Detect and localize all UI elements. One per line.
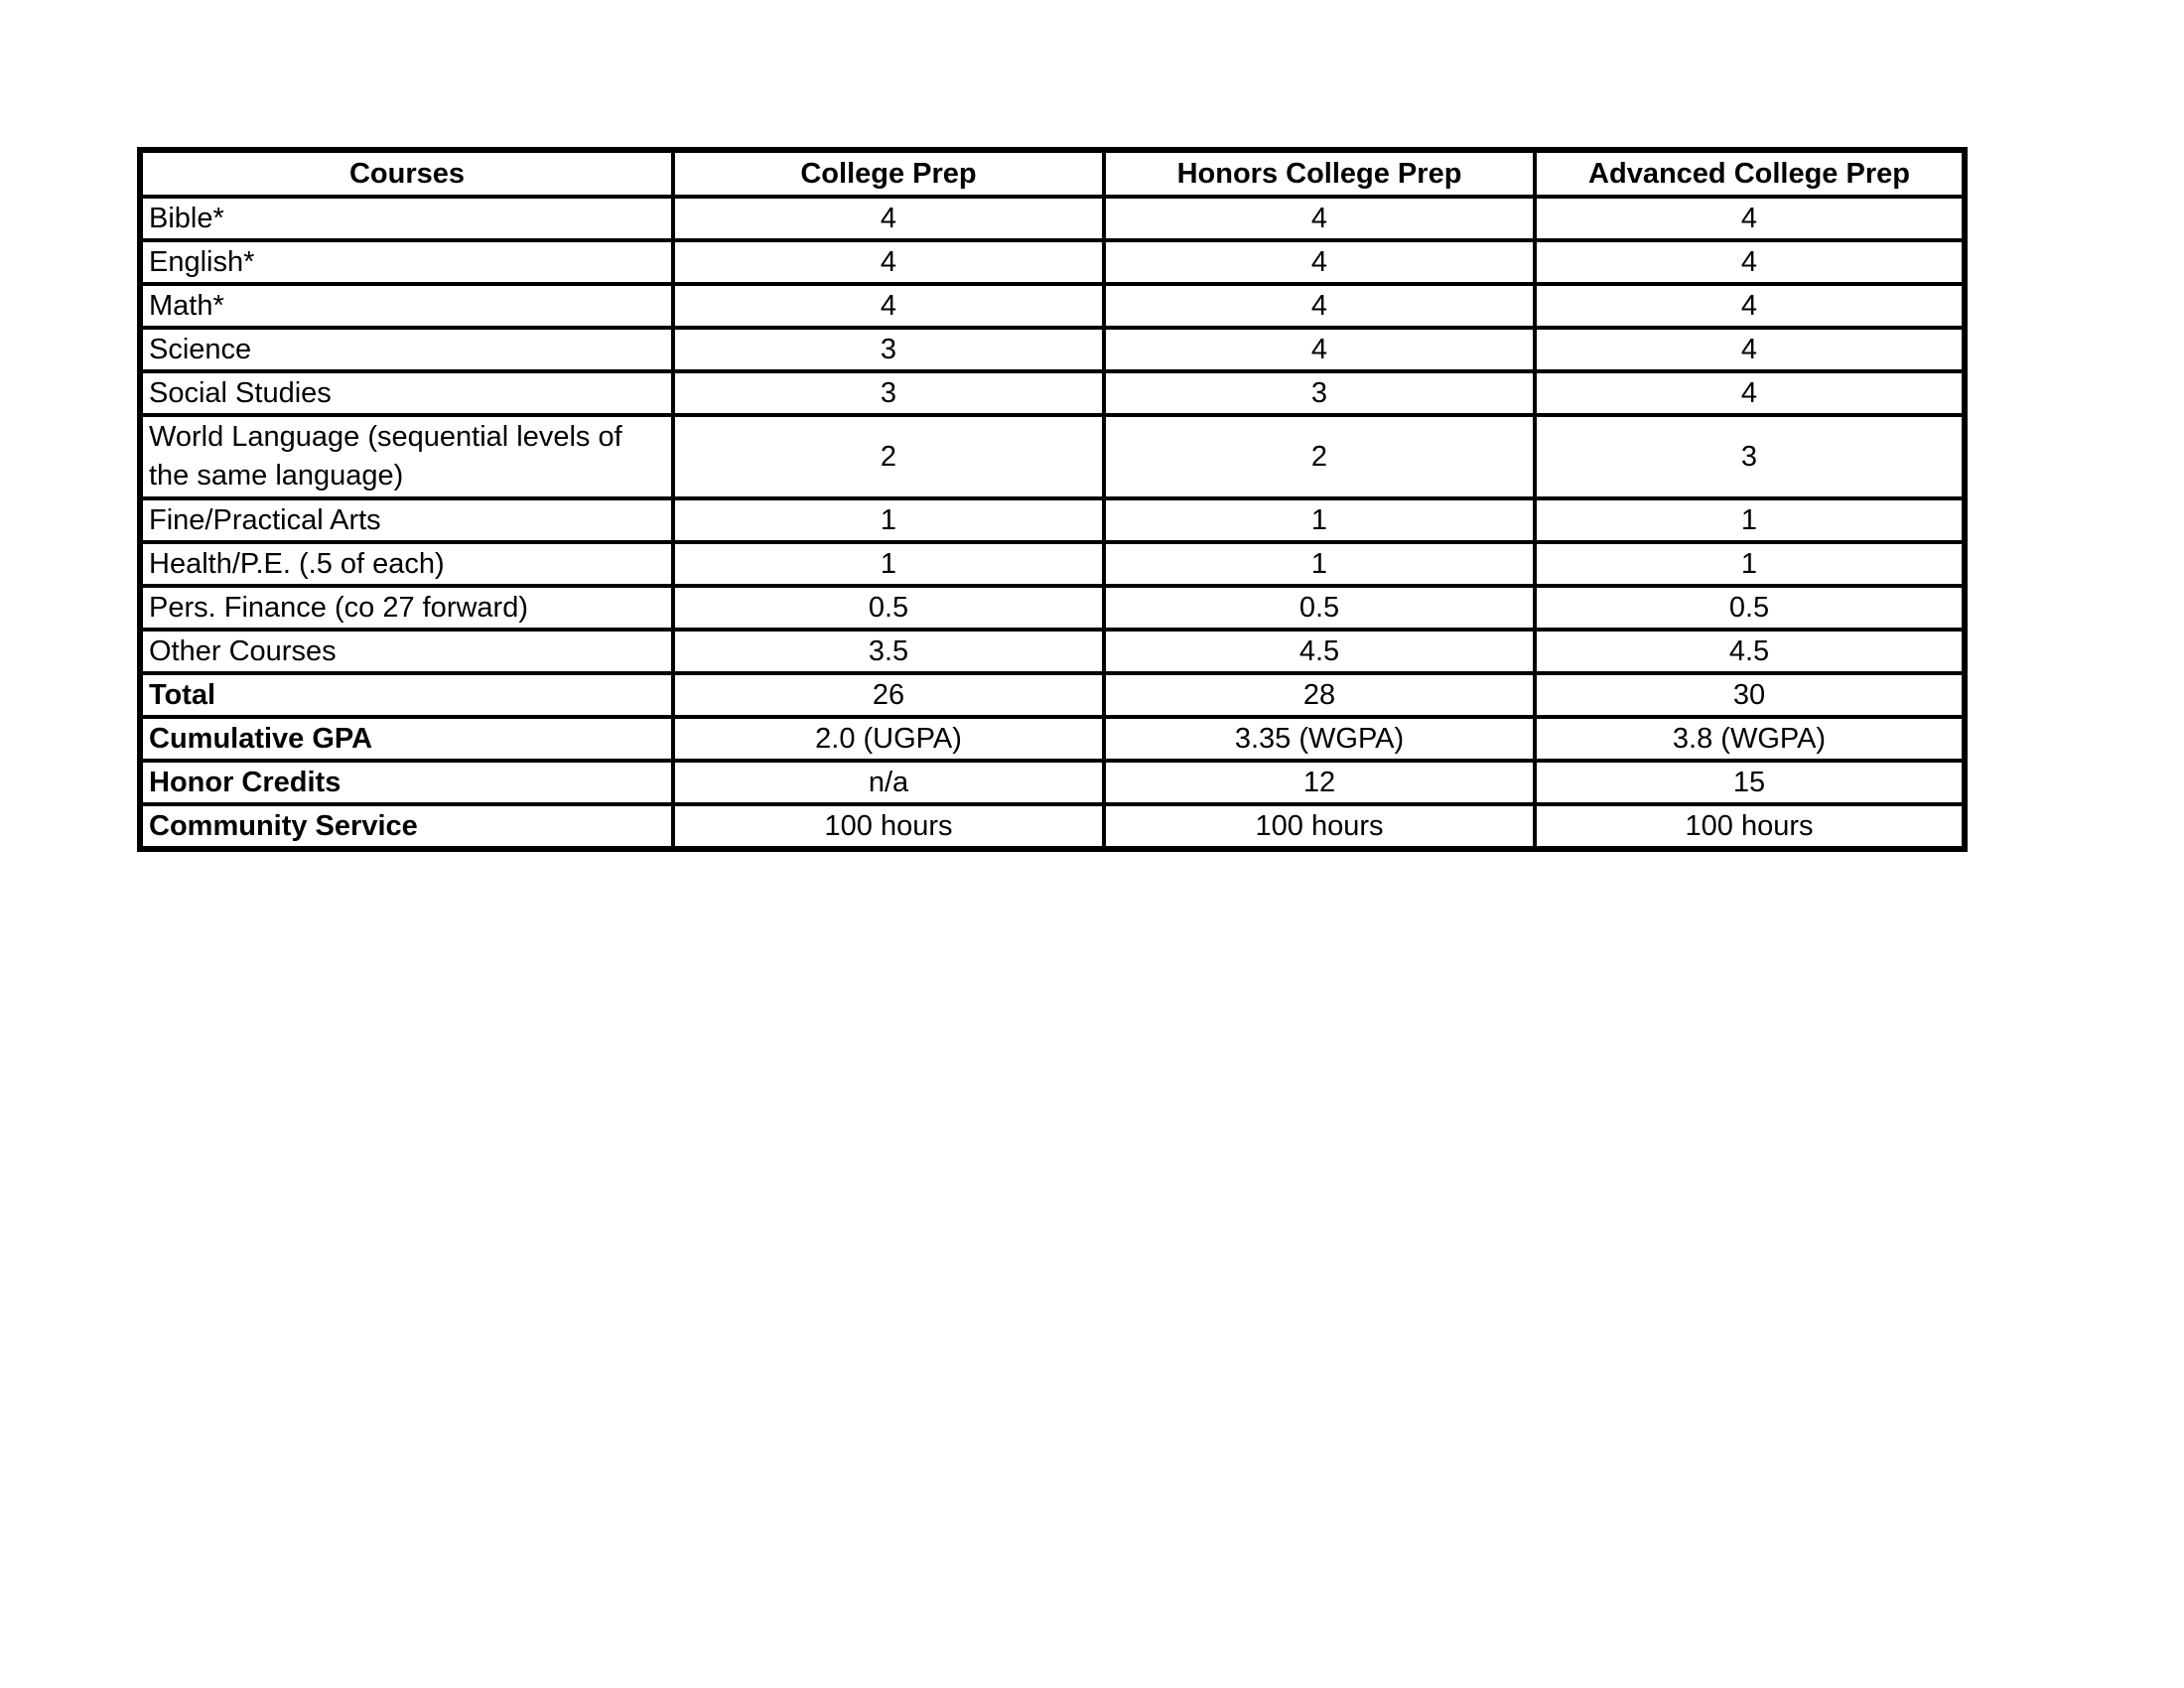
advanced-college-prep-value: 4 (1535, 197, 1965, 240)
college-prep-value: 4 (673, 284, 1104, 328)
table-row-cumulative-gpa (140, 717, 1965, 761)
advanced-college-prep-value: 4 (1535, 371, 1965, 415)
college-prep-value: 1 (673, 498, 1104, 542)
header-row (140, 150, 1965, 197)
table-row (140, 586, 1965, 630)
table-row-honor-credits (140, 761, 1965, 804)
advanced-college-prep-value: 0.5 (1535, 586, 1965, 630)
course-label: Health/P.E. (.5 of each) (140, 542, 673, 586)
college-prep-value: 100 hours (673, 804, 1104, 849)
honors-college-prep-value: 100 hours (1104, 804, 1535, 849)
community-service-label: Community Service (140, 804, 673, 849)
college-prep-value: 2.0 (UGPA) (673, 717, 1104, 761)
honors-college-prep-value: 4 (1104, 284, 1535, 328)
course-label: English* (140, 240, 673, 284)
advanced-college-prep-value: 3.8 (WGPA) (1535, 717, 1965, 761)
advanced-college-prep-value: 4 (1535, 328, 1965, 371)
course-label: Pers. Finance (co 27 forward) (140, 586, 673, 630)
college-prep-value: 2 (673, 415, 1104, 498)
header-cell-college-prep: College Prep (673, 150, 1104, 197)
header-cell-advanced-college-prep: Advanced College Prep (1535, 150, 1965, 197)
table-row (140, 415, 1965, 498)
honors-college-prep-value: 4 (1104, 240, 1535, 284)
graduation-requirements-table (137, 147, 1968, 852)
college-prep-value: 3.5 (673, 630, 1104, 673)
course-label: Bible* (140, 197, 673, 240)
course-label: Social Studies (140, 371, 673, 415)
advanced-college-prep-value: 15 (1535, 761, 1965, 804)
course-label: Fine/Practical Arts (140, 498, 673, 542)
table-row (140, 630, 1965, 673)
honors-college-prep-value: 4 (1104, 197, 1535, 240)
table-row (140, 542, 1965, 586)
honors-college-prep-value: 12 (1104, 761, 1535, 804)
college-prep-value: 4 (673, 197, 1104, 240)
honors-college-prep-value: 4 (1104, 328, 1535, 371)
table-row (140, 240, 1965, 284)
table-row (140, 328, 1965, 371)
honor-credits-label: Honor Credits (140, 761, 673, 804)
college-prep-value: 0.5 (673, 586, 1104, 630)
honors-college-prep-value: 28 (1104, 673, 1535, 717)
honors-college-prep-value: 2 (1104, 415, 1535, 498)
course-label: Other Courses (140, 630, 673, 673)
advanced-college-prep-value: 30 (1535, 673, 1965, 717)
college-prep-value: 4 (673, 240, 1104, 284)
table-row-community-service (140, 804, 1965, 849)
advanced-college-prep-value: 1 (1535, 498, 1965, 542)
college-prep-value: 3 (673, 371, 1104, 415)
college-prep-value: 1 (673, 542, 1104, 586)
table-row-total (140, 673, 1965, 717)
college-prep-value: 26 (673, 673, 1104, 717)
course-label: Science (140, 328, 673, 371)
honors-college-prep-value: 1 (1104, 498, 1535, 542)
advanced-college-prep-value: 3 (1535, 415, 1965, 498)
table-row (140, 498, 1965, 542)
college-prep-value: n/a (673, 761, 1104, 804)
college-prep-value: 3 (673, 328, 1104, 371)
honors-college-prep-value: 1 (1104, 542, 1535, 586)
honors-college-prep-value: 0.5 (1104, 586, 1535, 630)
total-label: Total (140, 673, 673, 717)
table-row (140, 284, 1965, 328)
table-row (140, 197, 1965, 240)
honors-college-prep-value: 3 (1104, 371, 1535, 415)
header-cell-honors-college-prep: Honors College Prep (1104, 150, 1535, 197)
advanced-college-prep-value: 4 (1535, 240, 1965, 284)
course-label: World Language (sequential levels of the same language) (140, 415, 673, 498)
advanced-college-prep-value: 1 (1535, 542, 1965, 586)
advanced-college-prep-value: 4 (1535, 284, 1965, 328)
header-cell-courses: Courses (140, 150, 673, 197)
cumulative-gpa-label: Cumulative GPA (140, 717, 673, 761)
course-label: Math* (140, 284, 673, 328)
table-row (140, 371, 1965, 415)
honors-college-prep-value: 4.5 (1104, 630, 1535, 673)
honors-college-prep-value: 3.35 (WGPA) (1104, 717, 1535, 761)
advanced-college-prep-value: 4.5 (1535, 630, 1965, 673)
advanced-college-prep-value: 100 hours (1535, 804, 1965, 849)
